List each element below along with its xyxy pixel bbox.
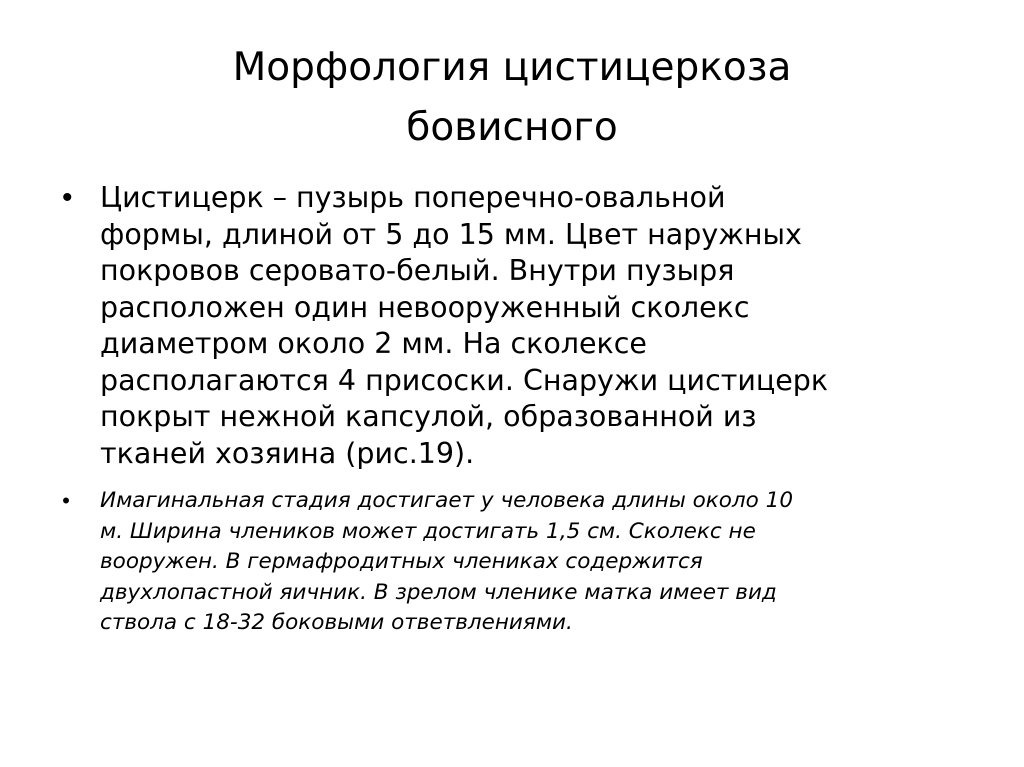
text-line: ствола с 18-32 боковыми ответвлениями. [100, 610, 573, 635]
bullet-list [60, 180, 970, 639]
text-line: тканей хозяина (рис.19). [100, 436, 475, 470]
text-line: покрыт нежной капсулой, образованной из [100, 400, 757, 433]
bullet-item-cysticercus [60, 180, 970, 472]
text-line: покровов серовато-белый. Внутри пузыря [100, 254, 735, 287]
bullet-dot-icon: • [62, 181, 73, 214]
text-line: располагаются 4 присоски. Снаружи цистицерк [100, 363, 829, 397]
bullet-item-imaginal-stage [60, 486, 970, 639]
text-line: вооружен. В гермафродитных члениках содержится [100, 549, 703, 574]
text-line: диаметром около 2 мм. На сколексе [100, 327, 647, 360]
text-line: Имагинальная стадия достигает у человека длины около 10 [100, 488, 794, 513]
text-line: формы, длиной от 5 до 15 мм. Цвет наружных [100, 217, 802, 251]
text-line: двухлопастной яичник. В зрелом членике матка имеет вид [100, 579, 777, 605]
text-line: Цистицерк – пузырь поперечно-овальной [100, 181, 726, 214]
slide-title [60, 38, 964, 158]
title-line: Морфология цистицеркоза [232, 45, 792, 90]
title-line: бовисного [406, 105, 618, 150]
text-line: м. Ширина члеников может достигать 1,5 см. Сколекс не [100, 518, 756, 544]
bullet-dot-icon: • [62, 488, 70, 513]
text-line: расположен один невооруженный сколекс [100, 290, 750, 324]
